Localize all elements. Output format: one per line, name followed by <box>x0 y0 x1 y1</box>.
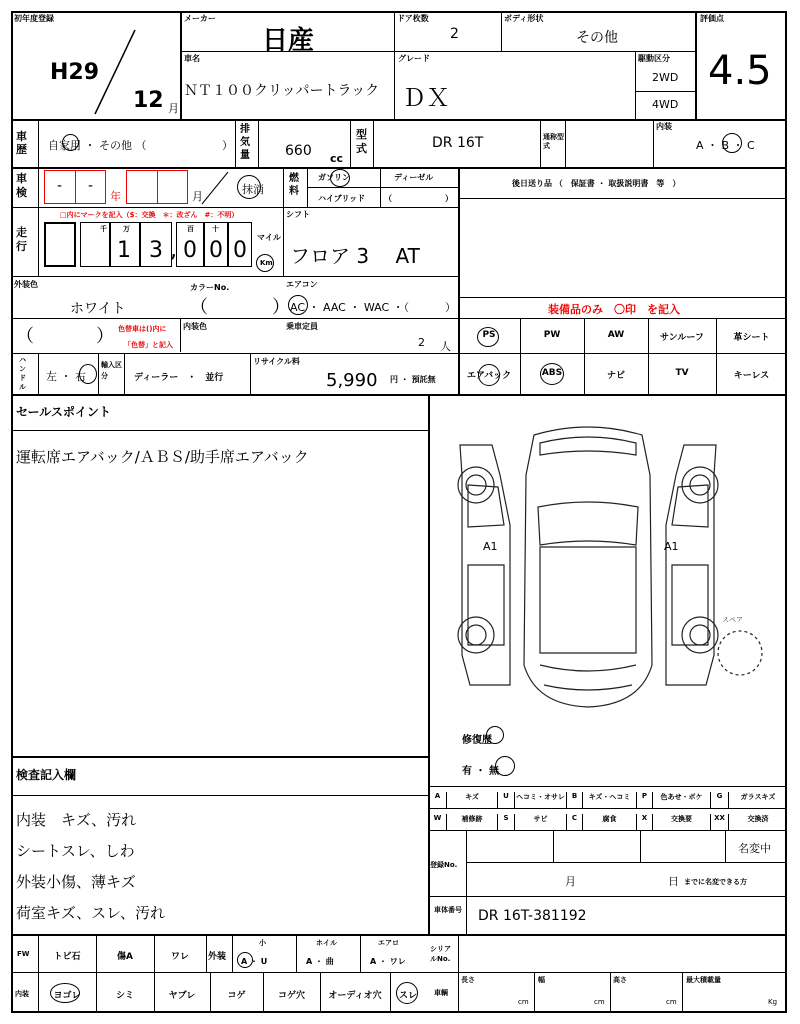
left-damage-mark: A1 <box>483 540 498 553</box>
body-label: ボディ形状 <box>504 14 544 23</box>
audio-hole[interactable]: オーディオ穴 <box>328 991 382 1001</box>
legend-cell: 腐食 <box>582 814 636 830</box>
dirt-circle <box>50 983 80 1003</box>
length-unit: cm <box>518 998 529 1006</box>
legend-cell: XX <box>710 814 728 830</box>
handle-value: 左 ・ 右 <box>46 370 86 383</box>
repair-none-circle <box>495 756 515 776</box>
equip-aw[interactable]: AW <box>607 330 625 340</box>
height-unit: cm <box>666 998 677 1006</box>
sales-text: 運転席エアバック/ＡＢＳ/助手席エアバック <box>16 448 309 466</box>
wheel-label: ホイル <box>316 939 337 947</box>
slash <box>200 170 230 206</box>
width-unit: cm <box>594 998 605 1006</box>
grade-label: グレード <box>398 54 430 63</box>
legend-cell: ヘコミ・オサレ <box>514 792 566 808</box>
mileage-digit-4: 0 <box>209 238 223 263</box>
car-name-label: 車名 <box>184 54 200 63</box>
size-label: 車輌 <box>434 989 448 997</box>
color-code-open: （ <box>190 297 208 318</box>
score-label: 評価点 <box>700 14 724 23</box>
stone-chip[interactable]: トビ石 <box>53 952 81 962</box>
inner-color-label: 内装色 <box>183 322 207 331</box>
exterior-label: 外装 <box>208 952 227 962</box>
unit-ten-thousand: 万 <box>123 225 130 233</box>
doors-value: 2 <box>450 26 459 42</box>
aircon-label: エアコン <box>286 280 318 289</box>
exterior-color-label: 外装色 <box>14 280 38 289</box>
displacement-value: 660 <box>285 143 312 159</box>
aircon-value: AC ・ AAC ・ WAC ・（ <box>290 301 410 314</box>
sales-title: セールスポイント <box>16 405 111 419</box>
wheel-value: A ・ 曲 <box>306 957 334 966</box>
legend-cell: 色あせ・ボケ <box>652 792 710 808</box>
length-label: 長さ <box>461 976 475 984</box>
chassis-label: 車体番号 <box>434 906 462 914</box>
aircon-close: ） <box>445 301 456 314</box>
model-value: DR 16T <box>432 135 484 151</box>
km-circle <box>256 254 274 272</box>
chassis-value: DR 16T-381192 <box>478 908 587 924</box>
mileage-digit-3: 0 <box>183 238 197 263</box>
repaint-note-2: 「色替」と記入 <box>124 341 173 349</box>
capacity-value: 2 <box>418 336 425 349</box>
history-value: 自家用 ・ その他 （ <box>48 139 147 152</box>
legend-cell: B <box>566 792 582 808</box>
name-change: 名変中 <box>738 842 771 855</box>
equip-leather[interactable]: 革シート <box>733 333 770 343</box>
check-line-3: 外装小傷、薄キズ <box>16 873 136 891</box>
legend-cell: P <box>636 792 652 808</box>
check-line-4: 荷室キズ、スレ、汚れ <box>16 904 165 922</box>
equip-keyless[interactable]: キーレス <box>733 371 770 381</box>
legend-cell: キズ <box>446 792 497 808</box>
equip-airbag[interactable]: エアバック <box>466 371 512 381</box>
legend-cell: G <box>710 792 728 808</box>
repair-mark-circle <box>486 726 504 744</box>
displacement-unit: cc <box>330 152 344 165</box>
unit-hundred: 百 <box>187 225 194 233</box>
model-label: 型式 <box>356 128 367 155</box>
car-name-value: ＮＴ１００クリッパートラック <box>184 83 380 99</box>
equip-abs[interactable]: ABS <box>541 368 563 378</box>
interior-grade-circle <box>722 133 742 153</box>
color-code-close: ） <box>272 297 290 318</box>
mileage-note: □内にマークを記入（$：交換 ＊：改ざん #：不明） <box>60 211 239 219</box>
reg-month: 12 <box>133 88 164 113</box>
repair-value: 有 ・ 無 <box>462 766 499 777</box>
small-a-circle <box>237 952 253 968</box>
handle-label: ハンドル <box>19 356 26 391</box>
equip-tv[interactable]: TV <box>675 368 689 378</box>
check-title: 検査記入欄 <box>16 768 77 782</box>
interior-row-label: 内装 <box>15 990 29 998</box>
legend-cell: 交換済 <box>728 814 787 830</box>
private-use-circle <box>62 134 79 151</box>
load-label: 最大積載量 <box>686 976 721 984</box>
reg-day-unit: 日 <box>668 875 679 888</box>
mileage-digit-5: 0 <box>233 238 247 263</box>
scratch-a[interactable]: 傷A <box>117 952 133 962</box>
drive-label: 駆動区分 <box>638 54 670 63</box>
capacity-unit: 人 <box>440 340 451 353</box>
burn-hole[interactable]: コゲ穴 <box>277 991 305 1001</box>
legend-cell: C <box>566 814 582 830</box>
equipment-title: 装備品のみ 〇印 を記入 <box>548 303 680 316</box>
score-value: 4.5 <box>708 48 772 94</box>
inspection-year-unit: 年 <box>110 190 121 203</box>
reg-month-unit: 月 <box>168 102 179 115</box>
repair-label: 修復歴 <box>462 735 492 746</box>
repaint-close: ） <box>96 326 114 347</box>
fuel-other: （ <box>384 194 392 203</box>
legend-cell: ガラスキズ <box>728 792 787 808</box>
right-damage-mark: A1 <box>664 540 679 553</box>
reg-year-label: 初年度登録 <box>14 14 54 23</box>
recycle-unit: 円 ・ 預託無 <box>390 375 436 384</box>
dash: - <box>88 178 94 194</box>
drive-4wd: 4WD <box>652 98 679 111</box>
legend-cell: W <box>428 814 446 830</box>
mileage-comma: , <box>170 238 177 263</box>
check-line-2: シートスレ、しわ <box>16 842 135 860</box>
import-value: ディーラー ・ 並行 <box>134 373 224 383</box>
legend-cell: サビ <box>514 814 566 830</box>
registration-label: 登録No. <box>430 861 458 869</box>
mileage-box-lakh[interactable] <box>44 222 76 267</box>
shift-label: シフト <box>286 210 310 219</box>
reg-era-year: H29 <box>50 60 100 85</box>
doors-label: ドア枚数 <box>397 14 429 23</box>
aero-value: A ・ ワレ <box>370 957 406 966</box>
accessories-label: 後日送り品 （ 保証書 ・ 取扱説明書 等 ） <box>512 179 681 188</box>
height-label: 高さ <box>613 976 627 984</box>
repaint-open: （ <box>16 326 34 347</box>
inspection-month-unit: 月 <box>192 190 203 203</box>
legend-cell: 補修跡 <box>446 814 497 830</box>
maker-label: メーカー <box>184 14 216 23</box>
common-model-label: 通称型式 <box>543 133 564 150</box>
recycle-label: リサイクル料 <box>253 357 300 366</box>
small-value: A ・ U <box>241 957 268 966</box>
color-code-label: カラーNo. <box>190 283 230 292</box>
mileage-km: Km <box>260 259 273 267</box>
wear[interactable]: スレ <box>398 991 417 1001</box>
fuel-diesel: ディーゼル <box>394 173 434 182</box>
drive-2wd: 2WD <box>652 71 679 84</box>
recycle-value: 5,990 <box>326 370 378 391</box>
equip-navi[interactable]: ナビ <box>606 371 625 381</box>
equip-pw[interactable]: PW <box>543 330 561 340</box>
dash: - <box>57 178 63 194</box>
reg-month-unit-2: 月 <box>565 875 576 888</box>
spare-label: スペア <box>722 616 743 624</box>
legend-cell: キズ・ヘコミ <box>582 792 636 808</box>
ps-circle <box>477 327 499 347</box>
width-label: 幅 <box>538 976 545 984</box>
equip-ps[interactable]: PS <box>482 330 496 340</box>
shift-value: フロア 3 AT <box>290 244 420 268</box>
aero-label: エアロ <box>378 939 399 947</box>
repaint-note-1: 色替車は()内に <box>118 325 167 333</box>
load-unit: Kg <box>768 998 778 1006</box>
dirt[interactable]: ヨゴレ <box>53 991 81 1001</box>
reg-deadline: までに名変できる方 <box>684 878 747 886</box>
fw-label: FW <box>17 950 30 958</box>
history-label: 車歴 <box>16 130 27 156</box>
exterior-color-value: ホワイト <box>70 301 126 317</box>
mileage-digit-1: 1 <box>117 238 131 263</box>
legend-cell: U <box>497 792 514 808</box>
interior-grades: A ・ B ・ C <box>696 139 755 152</box>
wear-circle <box>396 982 418 1004</box>
legend-cell: A <box>428 792 446 808</box>
fuel-gasoline: ガソリン <box>318 173 350 182</box>
legend-cell: S <box>497 814 514 830</box>
mileage-digit-2: 3 <box>149 238 163 263</box>
burn[interactable]: コゲ <box>227 991 246 1001</box>
mileage-label: 走行 <box>16 226 27 253</box>
airbag-circle <box>478 364 500 386</box>
body-value: その他 <box>576 30 618 46</box>
fuel-label: 燃料 <box>289 173 299 197</box>
abs-circle <box>540 363 564 385</box>
interior-label: 内装 <box>656 122 672 131</box>
check-line-1: 内装 キズ、汚れ <box>16 811 137 829</box>
crack[interactable]: ワレ <box>170 952 189 962</box>
inspection-label: 車検 <box>16 172 27 199</box>
unit-thousand: 千 <box>100 225 107 233</box>
tear[interactable]: ヤブレ <box>168 991 196 1001</box>
expired-circle <box>237 175 261 199</box>
small-label: 小 <box>259 939 266 947</box>
vehicle-diagram <box>440 415 780 715</box>
maker-value: 日産 <box>262 26 315 56</box>
expired-value: 抹消 <box>242 183 264 196</box>
gasoline-circle <box>330 169 350 187</box>
right-handle-circle <box>79 364 97 384</box>
mileage-mile: マイル <box>257 233 281 242</box>
grade-value: ＤＸ <box>402 84 450 112</box>
import-label: 輸入区分 <box>101 361 122 380</box>
fuel-hybrid: ハイブリッド <box>318 194 366 203</box>
serial-label: シリアルNo. <box>430 945 451 963</box>
fuel-other-close: ） <box>445 194 453 203</box>
displacement-label: 排気量 <box>240 124 250 161</box>
unit-ten: 十 <box>212 225 219 233</box>
legend-cell: 交換要 <box>652 814 710 830</box>
stain[interactable]: シミ <box>115 991 134 1001</box>
legend-cell: X <box>636 814 652 830</box>
history-close: ） <box>222 139 233 152</box>
capacity-label: 乗車定員 <box>286 322 318 331</box>
ac-circle <box>288 295 308 315</box>
equip-sunroof[interactable]: サンルーフ <box>660 333 704 343</box>
